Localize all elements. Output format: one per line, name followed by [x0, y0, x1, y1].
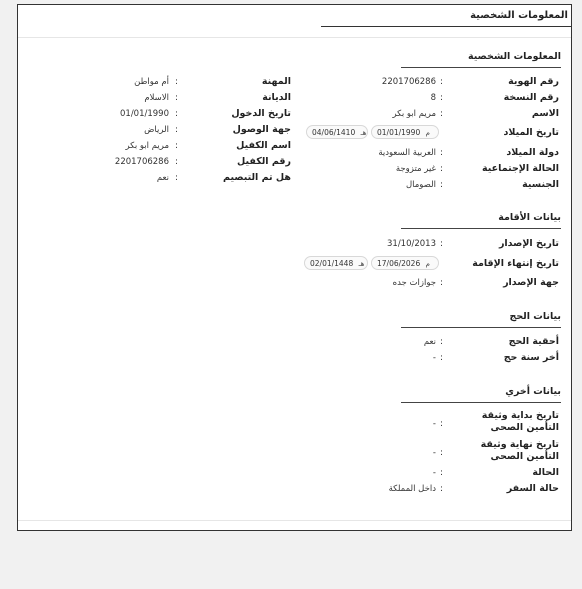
colon: :: [175, 77, 179, 87]
label-status: الحالة: [532, 467, 559, 478]
label-issue-date: تاريخ الإصدار: [498, 238, 559, 249]
birth-date-hijri-pill: [306, 125, 368, 139]
value-marital-status: غير متزوجة: [395, 164, 436, 174]
label-birth-date: تاريخ الميلاد: [503, 127, 559, 138]
value-arrival-port: الرياض: [144, 125, 169, 135]
section-title-personal: المعلومات الشخصية: [401, 51, 561, 68]
label-sponsor-number: رقم الكفيل: [237, 156, 291, 167]
value-name: مريم ابو بكر: [392, 109, 436, 119]
card-header: [18, 5, 571, 38]
value-insurance-end: -: [432, 448, 436, 458]
colon: :: [440, 448, 444, 458]
section-title-hajj: بيانات الحج: [401, 311, 561, 328]
colon: :: [440, 164, 444, 174]
label-residence-expiry: تاريخ إنتهاء الإقامة: [472, 258, 559, 269]
colon: :: [440, 353, 444, 363]
label-religion: الديانة: [262, 92, 291, 103]
label-name: الاسم: [531, 108, 559, 119]
label-occupation: المهنة: [261, 76, 291, 87]
label-nationality: الجنسية: [522, 179, 559, 190]
value-birth-country: العربية السعودية: [378, 148, 436, 158]
value-stamped: نعم: [156, 173, 169, 183]
colon: :: [440, 468, 444, 478]
label-arrival-port: جهة الوصول: [232, 124, 291, 135]
gregorian-tag: م: [425, 260, 430, 268]
label-marital-status: الحالة الإجتماعية: [482, 163, 559, 174]
colon: :: [440, 180, 444, 190]
colon: :: [440, 484, 444, 494]
colon: :: [440, 109, 444, 119]
value-nationality: الصومال: [405, 180, 436, 190]
value-issuer: جوازات جده: [392, 278, 436, 288]
value-id-number: 2201706286: [381, 77, 436, 87]
hijri-tag: هـ: [360, 129, 367, 137]
value-sponsor-number: 2201706286: [114, 157, 169, 167]
value-occupation: أم مواطن: [134, 77, 169, 87]
label-sponsor-name: اسم الكفيل: [236, 140, 291, 151]
label-travel-status: حالة السفر: [506, 483, 559, 494]
title-underline: [321, 26, 571, 27]
value-religion: الاسلام: [144, 93, 169, 103]
card-footer-divider: [18, 520, 571, 521]
colon: :: [175, 125, 179, 135]
gregorian-tag: م: [425, 129, 430, 137]
label-birth-country: دولة الميلاد: [506, 147, 559, 158]
hijri-tag: هـ: [358, 260, 365, 268]
colon: :: [175, 157, 179, 167]
birth-date-gregorian-pill: [371, 125, 439, 139]
value-copy-number: 8: [430, 93, 436, 103]
label-copy-number: رقم النسخة: [503, 92, 559, 103]
section-title-other: بيانات أخري: [401, 386, 561, 403]
value-entry-date: 01/01/1990: [120, 109, 169, 119]
section-title-residence: بيانات الأقامة: [401, 212, 561, 229]
birth-date-hijri-value: 04/06/1410: [312, 128, 356, 137]
label-entry-date: تاريخ الدخول: [231, 108, 291, 119]
colon: :: [440, 419, 444, 429]
residence-expiry-hijri-value: 02/01/1448: [310, 259, 354, 268]
value-travel-status: داخل المملكة: [388, 484, 436, 494]
label-insurance-end: تاريخ نهاية وثيقة التأمين الصحى: [480, 439, 559, 462]
residence-expiry-gregorian-value: 17/06/2026: [377, 259, 421, 268]
value-sponsor-name: مريم ابو بكر: [125, 141, 169, 151]
page-title: المعلومات الشخصية: [470, 10, 568, 21]
label-stamped: هل تم التبصيم: [223, 172, 291, 183]
residence-expiry-gregorian-pill: [371, 256, 439, 270]
colon: :: [175, 109, 179, 119]
colon: :: [440, 148, 444, 158]
residence-expiry-hijri-pill: [304, 256, 368, 270]
colon: :: [440, 93, 444, 103]
colon: :: [440, 278, 444, 288]
colon: :: [175, 93, 179, 103]
colon: :: [175, 173, 179, 183]
label-last-hajj-year: أخر سنة حج: [503, 352, 559, 363]
value-issue-date: 31/10/2013: [387, 239, 436, 249]
value-last-hajj-year: -: [432, 353, 436, 363]
personal-info-card: [17, 4, 572, 531]
value-insurance-start: -: [432, 419, 436, 429]
birth-date-gregorian-value: 01/01/1990: [377, 128, 421, 137]
colon: :: [440, 77, 444, 87]
colon: :: [440, 239, 444, 249]
value-status: -: [432, 468, 436, 478]
label-issuer: جهة الإصدار: [503, 277, 559, 288]
value-hajj-eligibility: نعم: [423, 337, 436, 347]
label-id-number: رقم الهوية: [508, 76, 559, 87]
colon: :: [440, 337, 444, 347]
colon: :: [175, 141, 179, 151]
label-hajj-eligibility: أحقية الحج: [508, 336, 559, 347]
label-insurance-start: تاريخ بداية وثيقة التأمين الصحى: [481, 410, 559, 433]
